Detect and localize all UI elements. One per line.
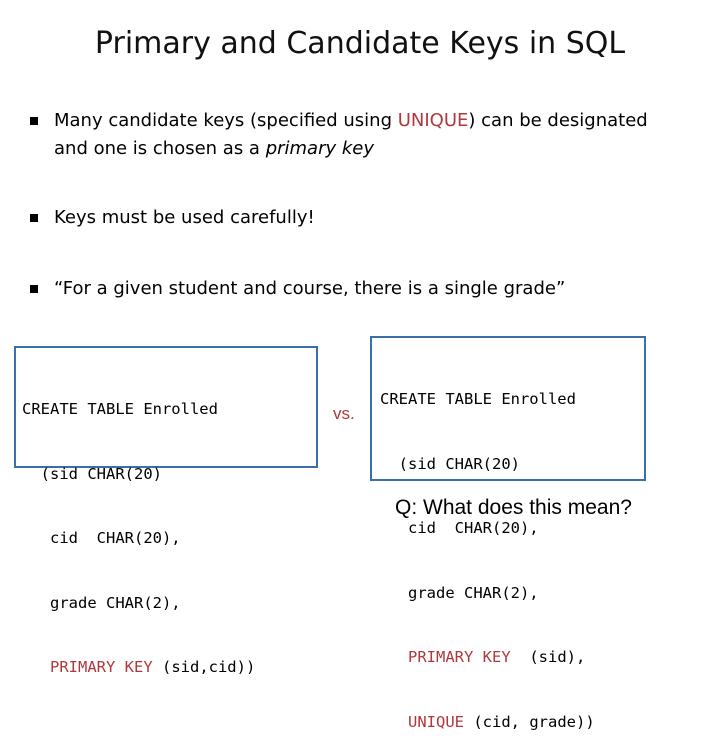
code-box-left xyxy=(14,346,318,676)
code-line-rest: (sid), xyxy=(510,648,586,666)
primary-key-keyword: PRIMARY KEY xyxy=(408,648,511,666)
code-line: cid CHAR(20), xyxy=(22,529,181,547)
code-line: cid CHAR(20), xyxy=(380,519,539,537)
code-line-rest: (sid,cid)) xyxy=(152,658,256,676)
code-line: grade CHAR(2), xyxy=(380,583,539,602)
code-line xyxy=(380,712,644,734)
unique-keyword: UNIQUE xyxy=(397,110,469,131)
primary-key-term: primary key xyxy=(265,138,375,159)
bullet-marker xyxy=(30,214,38,222)
bullet-text-part: and one is chosen as a xyxy=(54,138,266,159)
bullet-text xyxy=(54,107,714,163)
bullet-text-part: Many candidate keys (specified using xyxy=(54,110,398,131)
code-line-rest: (cid, grade)) xyxy=(464,712,595,731)
bullet-text: Keys must be used carefully! xyxy=(54,207,315,228)
primary-key-keyword: PRIMARY KEY xyxy=(50,658,153,676)
bullet-text-part: ) can be designated xyxy=(468,110,648,131)
slide-title: Primary and Candidate Keys in SQL xyxy=(94,26,626,61)
bullet-marker xyxy=(30,117,38,125)
bullet-text: “For a given student and course, there is a single grade” xyxy=(54,278,566,299)
vs-label: vs. xyxy=(333,404,355,423)
code-line: (sid CHAR(20) xyxy=(380,454,520,473)
code-line: grade CHAR(2), xyxy=(22,593,181,612)
code-line: CREATE TABLE Enrolled xyxy=(380,390,576,408)
code-line xyxy=(22,657,316,679)
code-line xyxy=(380,647,644,669)
question-text: Q: What does this mean? xyxy=(395,496,632,519)
unique-keyword: UNIQUE xyxy=(408,712,464,731)
code-line: CREATE TABLE Enrolled xyxy=(22,400,218,418)
bullet-marker xyxy=(30,285,38,293)
code-line: (sid CHAR(20) xyxy=(22,464,162,483)
